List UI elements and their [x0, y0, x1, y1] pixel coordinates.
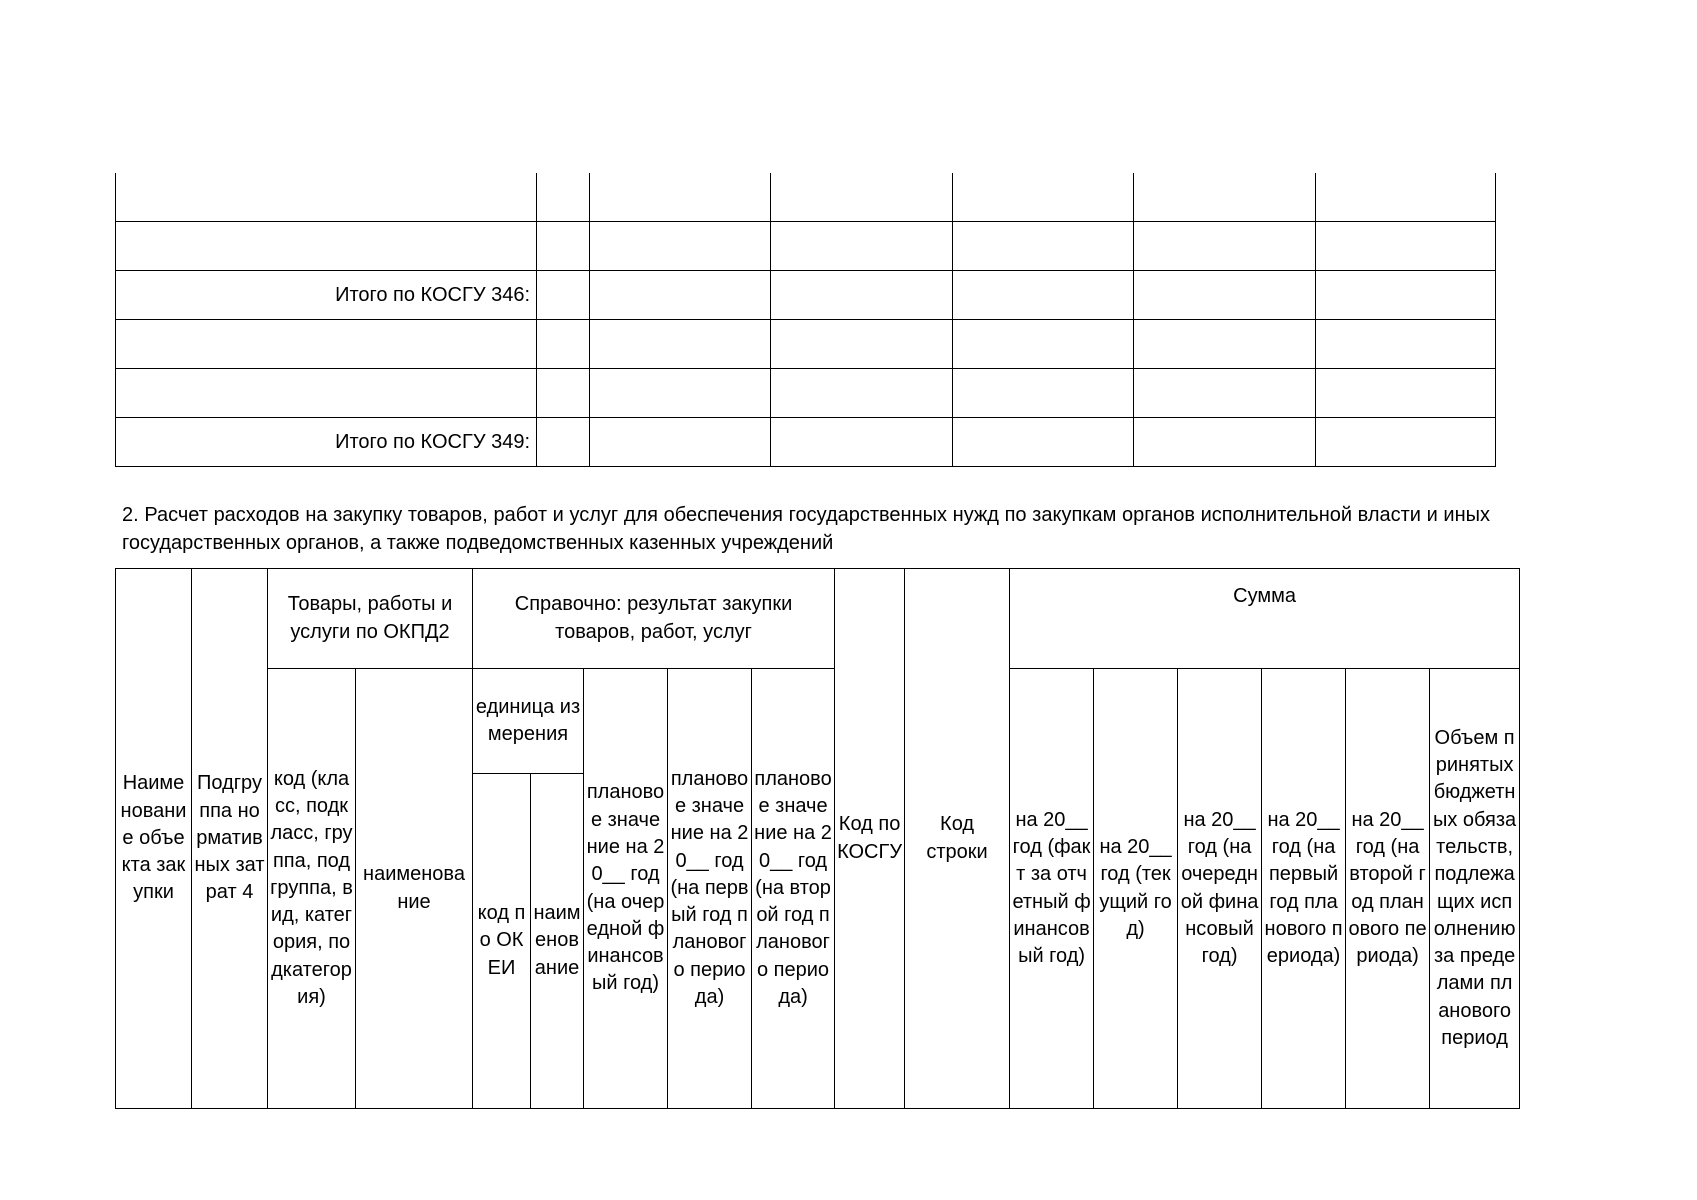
table-cell	[590, 222, 771, 271]
kosgu-totals-table	[115, 173, 1496, 467]
header-object-name: Наименование объекта закупки	[116, 569, 192, 1109]
table-row	[116, 271, 1496, 320]
table-cell	[590, 320, 771, 369]
table-cell	[590, 418, 771, 467]
table-row	[116, 320, 1496, 369]
table-cell	[590, 271, 771, 320]
table-row	[116, 418, 1496, 467]
row-label	[116, 369, 537, 418]
table-cell	[537, 271, 590, 320]
header-unit-group: единица измерения	[473, 669, 584, 774]
header-sum-current: на 20__ год (текущий год)	[1094, 669, 1178, 1109]
header-norm-subgroup: Подгруппа нормативных затрат 4	[192, 569, 268, 1109]
header-reference-group: Справочно: результат закупки товаров, работ, услуг	[473, 569, 835, 669]
header-plan-first: плановое значение на 20__ год (на первый год планового периода)	[668, 669, 752, 1109]
row-label	[116, 222, 537, 271]
row-label	[116, 320, 537, 369]
table-cell	[771, 369, 953, 418]
table-cell	[1134, 418, 1316, 467]
table-cell	[1316, 369, 1496, 418]
table-cell	[1134, 173, 1316, 222]
table-cell	[771, 222, 953, 271]
header-sum-next: на 20__ год (на очередной финансовый год)	[1178, 669, 1262, 1109]
row-label: Итого по КОСГУ 346:	[116, 271, 537, 320]
table-row	[116, 173, 1496, 222]
table-row	[116, 222, 1496, 271]
table-cell	[537, 418, 590, 467]
header-sum-reported: на 20__ год (факт за отчетный финансовый год)	[1010, 669, 1094, 1109]
table-cell	[1316, 418, 1496, 467]
row-label: Итого по КОСГУ 349:	[116, 418, 537, 467]
header-sum-obligations: Объем принятых бюджетных обязательств, подлежащих исполнению за пределами планового период	[1430, 669, 1520, 1109]
header-okpd2-name: наименование	[356, 669, 473, 1109]
table-row	[116, 369, 1496, 418]
table-cell	[1316, 222, 1496, 271]
table-cell	[953, 369, 1134, 418]
table-cell	[953, 173, 1134, 222]
header-okei-code: код по ОКЕИ	[473, 774, 531, 1109]
table-cell	[1134, 222, 1316, 271]
header-okpd2-code: код (класс, подкласс, группа, подгруппа, вид, категория, подкатегория)	[268, 669, 356, 1109]
header-sum-first: на 20__ год (на первый год планового периода)	[1262, 669, 1346, 1109]
table-cell	[771, 418, 953, 467]
header-row-code: Код строки	[905, 569, 1010, 1109]
table-cell	[953, 320, 1134, 369]
table-cell	[590, 369, 771, 418]
table-cell	[771, 271, 953, 320]
table-cell	[590, 173, 771, 222]
table-cell	[1316, 320, 1496, 369]
header-plan-next: плановое значение на 20__ год (на очередной финансовый год)	[584, 669, 668, 1109]
table-cell	[537, 222, 590, 271]
table-cell	[953, 418, 1134, 467]
header-plan-second: плановое значение на 20__ год (на второй год планового периода)	[752, 669, 835, 1109]
table-cell	[537, 369, 590, 418]
table-cell	[537, 320, 590, 369]
table-cell	[1134, 271, 1316, 320]
table-cell	[537, 173, 590, 222]
table-cell	[771, 173, 953, 222]
table-cell	[771, 320, 953, 369]
header-sum-group: Сумма	[1010, 569, 1520, 669]
section-2-heading: 2. Расчет расходов на закупку товаров, работ и услуг для обеспечения государственных нужд по закупкам органов исполнительной власти и иных государственных органов, а также подведомственных казенных учреждений	[122, 504, 1490, 554]
table-cell	[1134, 320, 1316, 369]
header-sum-second: на 20__ год (на второй год планового периода)	[1346, 669, 1430, 1109]
table-cell	[1316, 173, 1496, 222]
header-kosgu-code: Код по КОСГУ	[835, 569, 905, 1109]
table-cell	[953, 222, 1134, 271]
table-cell	[953, 271, 1134, 320]
table-cell	[1316, 271, 1496, 320]
row-label	[116, 173, 537, 222]
table-cell	[1134, 369, 1316, 418]
procurement-calculation-table	[115, 568, 1520, 1109]
header-okpd2-group: Товары, работы и услуги по ОКПД2	[268, 569, 473, 669]
header-unit-name: наименование	[531, 774, 584, 1109]
